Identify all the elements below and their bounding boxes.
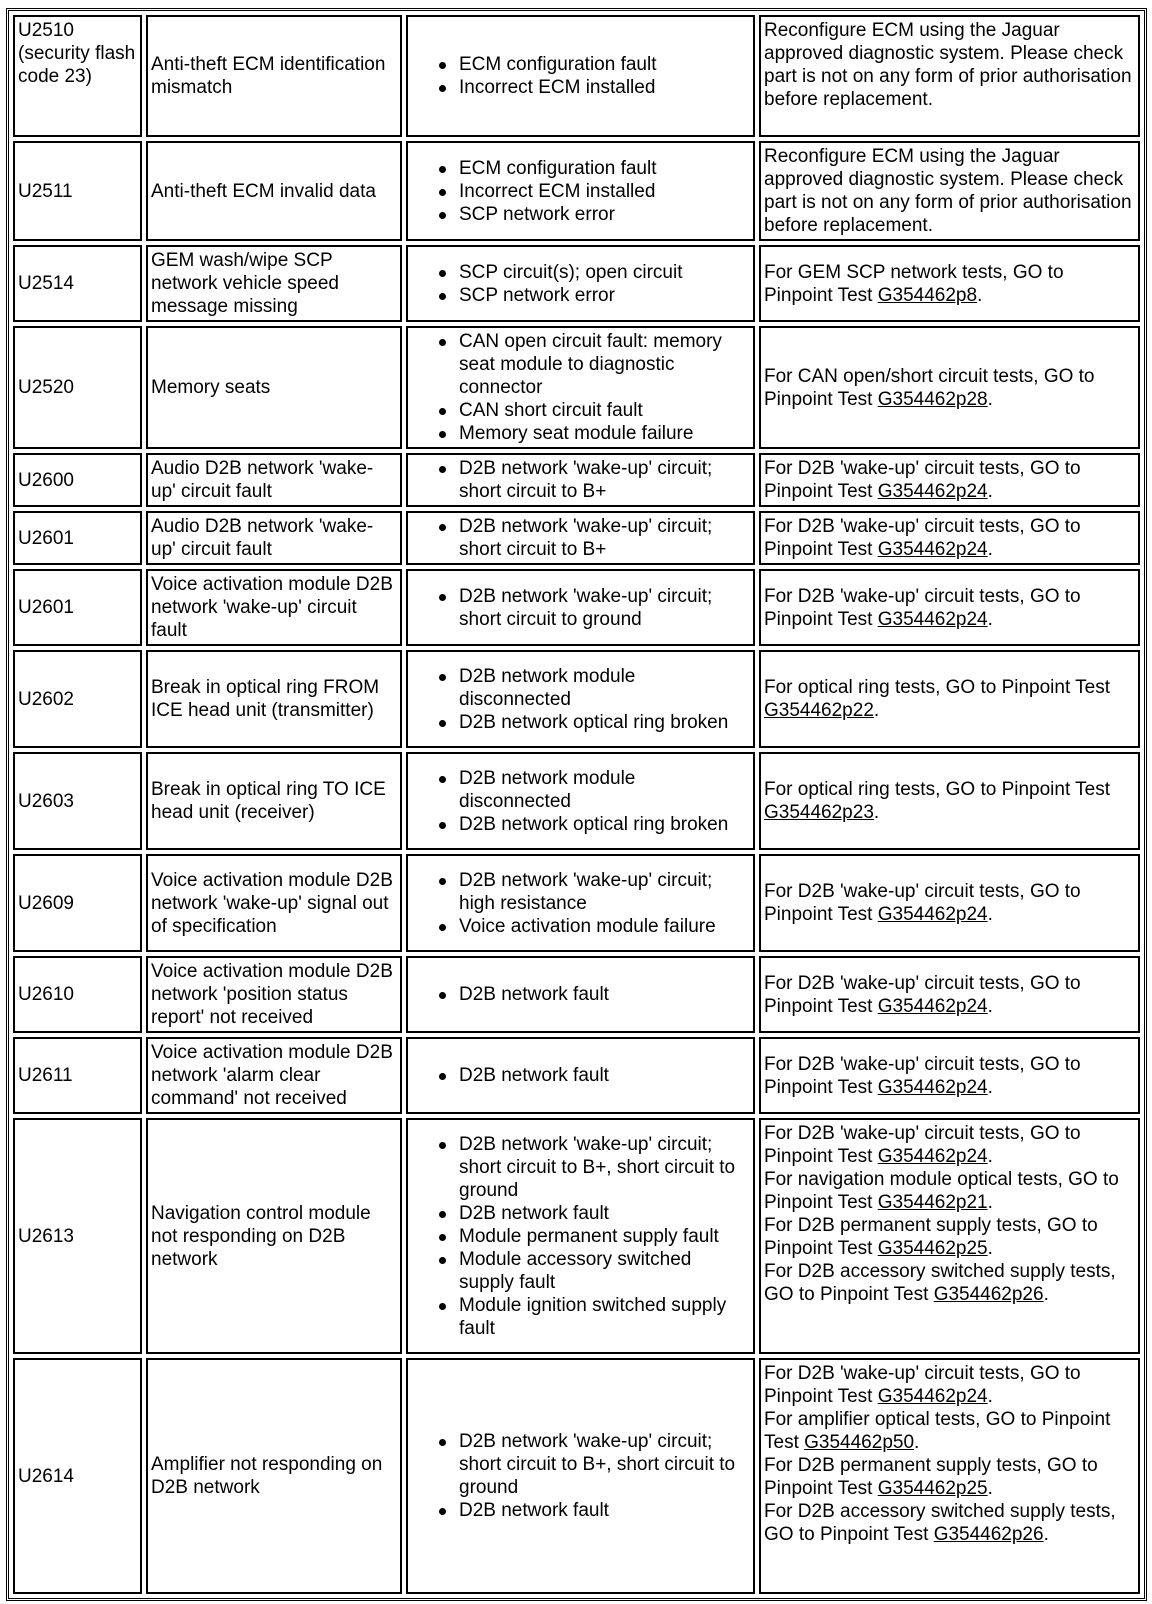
action-text: For D2B accessory switched supply tests, GO to Pinpoint Test G354462p26. — [764, 1501, 1116, 1545]
pinpoint-test-link[interactable]: G354462p25 — [877, 1478, 988, 1499]
dtc-description: Voice activation module D2B network 'wake-up' signal out of specification — [146, 854, 402, 952]
action-text: For D2B 'wake-up' circuit tests, GO to Pinpoint Test G354462p24. — [764, 516, 1081, 560]
cause-item: D2B network optical ring broken — [437, 711, 749, 734]
cause-item: D2B network 'wake-up' circuit; short circuit to B+, short circuit to ground — [437, 1133, 749, 1202]
action — [759, 1358, 1140, 1594]
action — [759, 326, 1140, 449]
action-label: For D2B 'wake-up' circuit tests, GO to Pinpoint Test — [764, 972, 1081, 1017]
cause-item: SCP network error — [437, 203, 749, 226]
pinpoint-test-link[interactable]: G354462p8 — [877, 284, 978, 306]
possible-causes — [406, 245, 755, 322]
dtc-code: U2600 — [13, 453, 142, 507]
dtc-code: U2611 — [13, 1037, 142, 1114]
action-text: For optical ring tests, GO to Pinpoint Test G354462p23. — [764, 779, 1111, 823]
action-label: For amplifier optical tests, GO to Pinpoint Test — [764, 1409, 1111, 1453]
action-text: For D2B 'wake-up' circuit tests, GO to Pinpoint Test G354462p24. — [764, 1053, 1081, 1098]
action-label: Reconfigure ECM using the Jaguar approved diagnostic system. Please check part is not on any form of prior authorisation before replacement. — [764, 20, 1132, 110]
action — [759, 569, 1140, 646]
cause-list — [411, 1133, 749, 1340]
cause-item: D2B network 'wake-up' circuit; short circuit to B+ — [437, 457, 749, 503]
action-text: For D2B 'wake-up' circuit tests, GO to Pinpoint Test G354462p24. — [764, 1363, 1081, 1407]
cause-item: D2B network fault — [437, 1499, 749, 1522]
possible-causes — [406, 453, 755, 507]
cause-item: SCP circuit(s); open circuit — [437, 261, 749, 284]
cause-list — [411, 157, 749, 226]
action-label: For navigation module optical tests, GO to Pinpoint Test — [764, 1169, 1119, 1213]
action-text: For amplifier optical tests, GO to Pinpoint Test G354462p50. — [764, 1409, 1111, 1453]
action-text: For D2B accessory switched supply tests, GO to Pinpoint Test G354462p26. — [764, 1261, 1116, 1305]
cause-item: D2B network fault — [437, 1064, 749, 1087]
action-text: For D2B 'wake-up' circuit tests, GO to Pinpoint Test G354462p24. — [764, 881, 1081, 925]
action-label: For D2B 'wake-up' circuit tests, GO to Pinpoint Test — [764, 881, 1081, 925]
cause-item: Incorrect ECM installed — [437, 180, 749, 203]
action-text: For D2B permanent supply tests, GO to Pinpoint Test G354462p25. — [764, 1455, 1098, 1499]
cause-item: CAN open circuit fault: memory seat module to diagnostic connector — [437, 330, 749, 399]
dtc-description: Break in optical ring FROM ICE head unit (transmitter) — [146, 650, 402, 748]
cause-list — [411, 665, 749, 734]
action-label: For GEM SCP network tests, GO to Pinpoint Test — [764, 261, 1064, 306]
cause-list — [411, 330, 749, 445]
dtc-description: Anti-theft ECM invalid data — [146, 141, 402, 241]
action-label: For D2B 'wake-up' circuit tests, GO to Pinpoint Test — [764, 1123, 1081, 1167]
pinpoint-test-link[interactable]: G354462p24 — [877, 481, 988, 502]
action-text: For D2B permanent supply tests, GO to Pinpoint Test G354462p25. — [764, 1215, 1098, 1259]
cause-list — [411, 869, 749, 938]
cause-item: ECM configuration fault — [437, 53, 749, 76]
pinpoint-test-link[interactable]: G354462p23 — [764, 802, 874, 823]
action-text — [764, 19, 1134, 111]
cause-item: D2B network module disconnected — [437, 767, 749, 813]
table-row — [13, 1358, 1140, 1594]
action-text: For D2B 'wake-up' circuit tests, GO to Pinpoint Test G354462p24. — [764, 458, 1081, 502]
dtc-code: U2520 — [13, 326, 142, 449]
pinpoint-test-link[interactable]: G354462p50 — [804, 1432, 915, 1453]
action-label: For D2B 'wake-up' circuit tests, GO to Pinpoint Test — [764, 1053, 1081, 1098]
action — [759, 511, 1140, 565]
action — [759, 15, 1140, 137]
dtc-description: Audio D2B network 'wake-up' circuit fault — [146, 511, 402, 565]
dtc-code: U2610 — [13, 956, 142, 1033]
action-text: For D2B 'wake-up' circuit tests, GO to Pinpoint Test G354462p24. — [764, 972, 1081, 1017]
dtc-description: Navigation control module not responding on D2B network — [146, 1118, 402, 1354]
dtc-code: U2511 — [13, 141, 142, 241]
pinpoint-test-link[interactable]: G354462p24 — [877, 904, 988, 925]
possible-causes — [406, 1118, 755, 1354]
dtc-description: Amplifier not responding on D2B network — [146, 1358, 402, 1594]
cause-item: D2B network 'wake-up' circuit; short circuit to B+ — [437, 515, 749, 561]
action — [759, 1118, 1140, 1354]
table-row — [13, 453, 1140, 507]
pinpoint-test-link[interactable]: G354462p26 — [933, 1284, 1044, 1305]
pinpoint-test-link[interactable]: G354462p25 — [877, 1238, 988, 1259]
action-label: For D2B 'wake-up' circuit tests, GO to Pinpoint Test — [764, 1363, 1081, 1407]
pinpoint-test-link[interactable]: G354462p24 — [877, 1076, 988, 1098]
pinpoint-test-link[interactable]: G354462p24 — [877, 608, 988, 630]
pinpoint-test-link[interactable]: G354462p24 — [877, 1146, 988, 1167]
possible-causes — [406, 752, 755, 850]
dtc-description: Voice activation module D2B network 'position status report' not received — [146, 956, 402, 1033]
pinpoint-test-link[interactable]: G354462p22 — [764, 700, 874, 721]
dtc-code: U2609 — [13, 854, 142, 952]
action-text: For navigation module optical tests, GO to Pinpoint Test G354462p21. — [764, 1169, 1119, 1213]
dtc-description: Memory seats — [146, 326, 402, 449]
cause-list — [411, 1430, 749, 1522]
possible-causes — [406, 141, 755, 241]
pinpoint-test-link[interactable]: G354462p26 — [933, 1524, 1044, 1545]
cause-item: D2B network 'wake-up' circuit; short circuit to ground — [437, 585, 749, 631]
action-text: For D2B 'wake-up' circuit tests, GO to Pinpoint Test G354462p24. — [764, 585, 1081, 630]
dtc-table — [9, 11, 1144, 1598]
table-row — [13, 752, 1140, 850]
table-row — [13, 326, 1140, 449]
cause-item: Voice activation module failure — [437, 915, 749, 938]
action-label: Reconfigure ECM using the Jaguar approved diagnostic system. Please check part is not on any form of prior authorisation before replacement. — [764, 146, 1132, 236]
cause-item: D2B network module disconnected — [437, 665, 749, 711]
cause-item: D2B network optical ring broken — [437, 813, 749, 836]
action-label: For D2B 'wake-up' circuit tests, GO to Pinpoint Test — [764, 458, 1081, 502]
cause-item: Memory seat module failure — [437, 422, 749, 445]
action — [759, 141, 1140, 241]
dtc-code: U2510 (security flash code 23) — [13, 15, 142, 137]
table-row — [13, 569, 1140, 646]
possible-causes — [406, 1358, 755, 1594]
action — [759, 453, 1140, 507]
table-row — [13, 141, 1140, 241]
action — [759, 1037, 1140, 1114]
pinpoint-test-link[interactable]: G354462p24 — [877, 539, 988, 560]
possible-causes — [406, 1037, 755, 1114]
possible-causes — [406, 326, 755, 449]
cause-item: Module accessory switched supply fault — [437, 1248, 749, 1294]
cause-list — [411, 53, 749, 99]
cause-item: ECM configuration fault — [437, 157, 749, 180]
dtc-code: U2601 — [13, 511, 142, 565]
cause-item: D2B network 'wake-up' circuit; short circuit to B+, short circuit to ground — [437, 1430, 749, 1499]
dtc-description: Audio D2B network 'wake-up' circuit fault — [146, 453, 402, 507]
action-text — [764, 145, 1134, 237]
action-label: For D2B permanent supply tests, GO to Pinpoint Test — [764, 1455, 1098, 1499]
cause-list — [411, 1064, 749, 1087]
dtc-code: U2613 — [13, 1118, 142, 1354]
pinpoint-test-link[interactable]: G354462p24 — [877, 1386, 988, 1407]
action-label: For D2B 'wake-up' circuit tests, GO to Pinpoint Test — [764, 516, 1081, 560]
table-row — [13, 245, 1140, 322]
table-row — [13, 956, 1140, 1033]
dtc-table-body — [13, 15, 1140, 1594]
cause-list — [411, 515, 749, 561]
action-label: For optical ring tests, GO to Pinpoint Test — [764, 677, 1111, 698]
possible-causes — [406, 15, 755, 137]
cause-list — [411, 983, 749, 1006]
dtc-description: Break in optical ring TO ICE head unit (receiver) — [146, 752, 402, 850]
cause-list — [411, 585, 749, 631]
action-text: For optical ring tests, GO to Pinpoint Test G354462p22. — [764, 677, 1111, 721]
cause-list — [411, 261, 749, 307]
action — [759, 245, 1140, 322]
pinpoint-test-link[interactable]: G354462p21 — [877, 1192, 988, 1213]
pinpoint-test-link[interactable]: G354462p28 — [877, 388, 988, 410]
action-label: For CAN open/short circuit tests, GO to Pinpoint Test — [764, 365, 1095, 410]
dtc-description: Anti-theft ECM identification mismatch — [146, 15, 402, 137]
action-label: For D2B accessory switched supply tests, GO to Pinpoint Test — [764, 1501, 1116, 1545]
dtc-code: U2514 — [13, 245, 142, 322]
action-text: For CAN open/short circuit tests, GO to Pinpoint Test G354462p28. — [764, 365, 1095, 410]
possible-causes — [406, 854, 755, 952]
action — [759, 752, 1140, 850]
dtc-code: U2601 — [13, 569, 142, 646]
action-label: For D2B 'wake-up' circuit tests, GO to Pinpoint Test — [764, 585, 1081, 630]
possible-causes — [406, 511, 755, 565]
action — [759, 650, 1140, 748]
cause-item: D2B network 'wake-up' circuit; high resistance — [437, 869, 749, 915]
pinpoint-test-link[interactable]: G354462p24 — [877, 995, 988, 1017]
action-label: For D2B accessory switched supply tests, GO to Pinpoint Test — [764, 1261, 1116, 1305]
dtc-code: U2603 — [13, 752, 142, 850]
action-label: For D2B permanent supply tests, GO to Pinpoint Test — [764, 1215, 1098, 1259]
table-row — [13, 1118, 1140, 1354]
cause-item: Module ignition switched supply fault — [437, 1294, 749, 1340]
dtc-description: Voice activation module D2B network 'wake-up' circuit fault — [146, 569, 402, 646]
cause-item: CAN short circuit fault — [437, 399, 749, 422]
possible-causes — [406, 956, 755, 1033]
possible-causes — [406, 650, 755, 748]
table-row — [13, 1037, 1140, 1114]
action-text: For D2B 'wake-up' circuit tests, GO to Pinpoint Test G354462p24. — [764, 1123, 1081, 1167]
table-row — [13, 511, 1140, 565]
action — [759, 854, 1140, 952]
dtc-description: Voice activation module D2B network 'alarm clear command' not received — [146, 1037, 402, 1114]
table-row — [13, 854, 1140, 952]
cause-list — [411, 767, 749, 836]
possible-causes — [406, 569, 755, 646]
cause-item: D2B network fault — [437, 983, 749, 1006]
action — [759, 956, 1140, 1033]
cause-list — [411, 457, 749, 503]
dtc-code: U2602 — [13, 650, 142, 748]
dtc-description: GEM wash/wipe SCP network vehicle speed message missing — [146, 245, 402, 322]
table-row — [13, 650, 1140, 748]
action-label: For optical ring tests, GO to Pinpoint Test — [764, 779, 1111, 800]
action-text: For GEM SCP network tests, GO to Pinpoint Test G354462p8. — [764, 261, 1064, 306]
cause-item: D2B network fault — [437, 1202, 749, 1225]
dtc-code: U2614 — [13, 1358, 142, 1594]
table-row — [13, 15, 1140, 137]
cause-item: SCP network error — [437, 284, 749, 307]
cause-item: Incorrect ECM installed — [437, 76, 749, 99]
dtc-table-frame — [6, 8, 1147, 1601]
cause-item: Module permanent supply fault — [437, 1225, 749, 1248]
